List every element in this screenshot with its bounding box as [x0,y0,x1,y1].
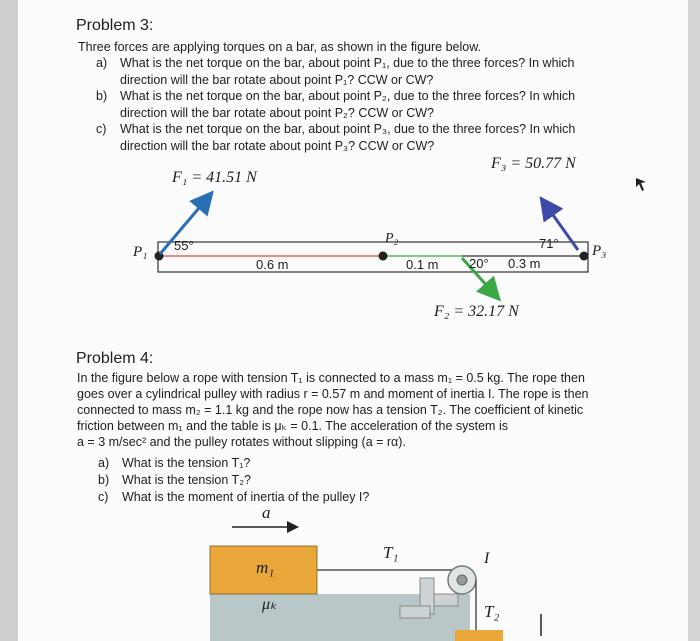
problem4-item-b-label: b) [98,473,110,487]
p2-label: P₂ [385,231,399,246]
problem3-item-c-label: c) [96,122,107,136]
problem4-item-a-label: a) [98,456,110,470]
problem4-title: Problem 4: [76,350,154,367]
problem3-intro: Three forces are applying torques on a bar, as shown in the figure below. [78,40,482,54]
t1-label: T₁ [383,543,399,562]
f2-label: F₂ = 32.17 N [434,303,519,320]
angle-20: 20° [469,256,489,271]
pulley-axle [457,575,467,585]
problem3-item-c-text: What is the net torque on the bar, about point P₃, due to the three forces? In which direction will the bar rotate about point P₃? CCW or CW? [120,122,576,153]
problem3-item-a-text: What is the net torque on the bar, about point P₁, due to the three forces? In which direction will the bar rotate about point P₁? CCW or CW? [120,56,575,87]
block-m2 [455,630,503,641]
problem3-item-b-text: What is the net torque on the bar, about point P₂, due to the three forces? In which direction will the bar rotate about point P₂? CCW or CW? [120,89,576,120]
i-label: I [484,550,490,567]
m1-label: m₁ [256,558,275,577]
p1-label: P₁ [133,244,148,260]
mu-label: μₖ [262,596,277,613]
distance-0-1m: 0.1 m [406,257,439,272]
problem3-item-a-label: a) [96,56,108,70]
problem4-line-1: In the figure below a rope with tension T₁ is connected to a mass m₁ = 0.5 kg. The rope then [77,371,585,385]
clamp-bar [434,594,458,606]
problem4-item-c-label: c) [98,490,109,504]
problem3-title: Problem 3: [76,17,154,34]
angle-55: 55° [174,238,194,253]
problem4-item-c-text: What is the moment of inertia of the pulley I? [122,490,370,504]
f3-label: F₃ = 50.77 N [491,155,576,172]
problem4-line-4: friction between m₁ and the table is μₖ = 0.1. The acceleration of the system is [77,419,508,433]
p3-label: P₃ [592,243,607,259]
problem4-item-a-text: What is the tension T₁? [122,456,251,470]
f1-label: F₁ = 41.51 N [172,169,257,186]
angle-71: 71° [539,236,559,251]
problem4-item-b-text: What is the tension T₂? [122,473,251,487]
problem4-line-3: connected to mass m₂ = 1.1 kg and the rope now has a tension T₂. The coefficient of kinetic [77,403,584,417]
t2-label: T₂ [484,602,500,621]
problem3-item-b-label: b) [96,89,108,103]
acceleration-label: a [262,503,271,522]
distance-0-6m: 0.6 m [256,257,289,272]
problem4-line-2: goes over a cylindrical pulley with radius r = 0.57 m and moment of inertia I. The rope is then [77,387,589,401]
problem4-line-5: a = 3 m/sec² and the pulley rotates without slipping (a = rα). [77,435,406,449]
distance-0-3m: 0.3 m [508,256,541,271]
clamp-foot [400,606,430,618]
